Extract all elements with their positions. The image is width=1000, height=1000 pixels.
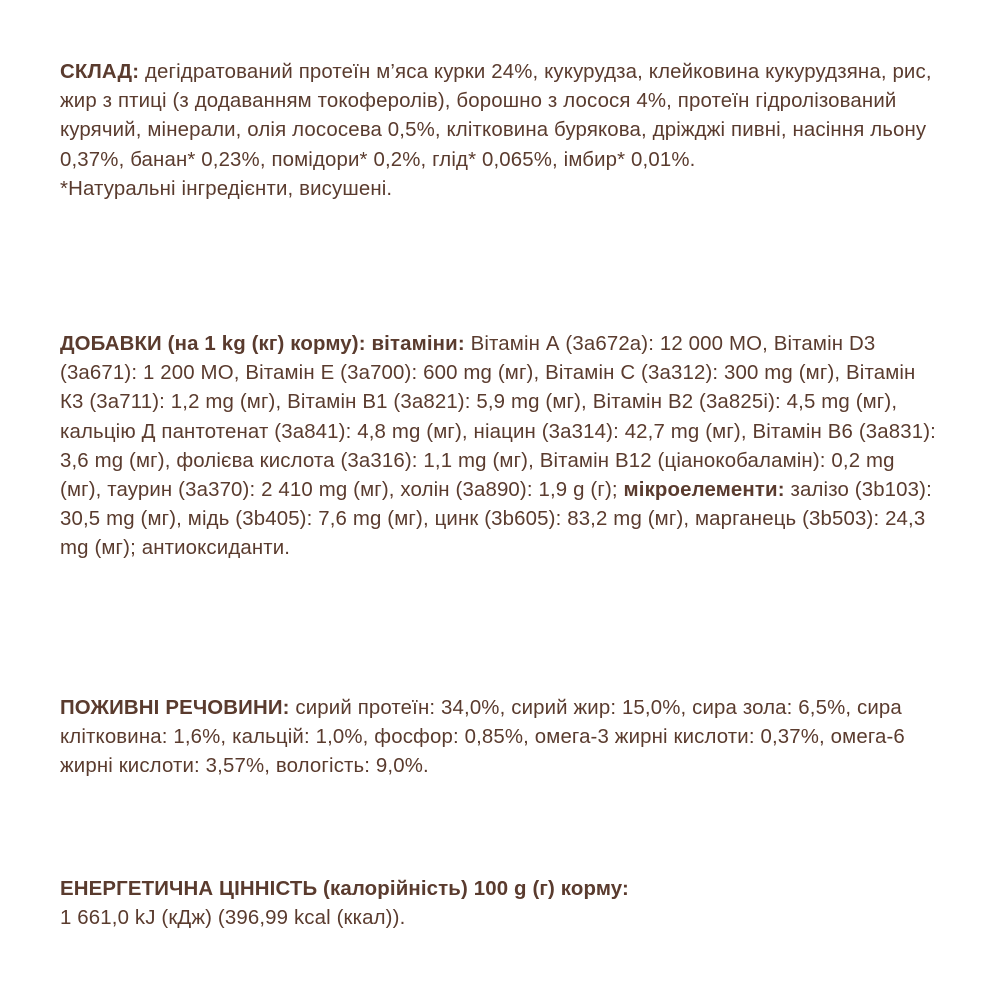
composition-footnote: *Натуральні інгредієнти, висушені. bbox=[60, 177, 393, 200]
composition-heading: СКЛАД: bbox=[60, 61, 140, 83]
additives-section bbox=[60, 330, 940, 564]
nutrients-heading: ПОЖИВНІ РЕЧОВИНИ: bbox=[60, 697, 290, 719]
nutrients-text: сирий протеїн: 34,0%, сирий жир: 15,0%, сира зола: 6,5%, сира клітковина: 1,6%, кальцій: 1,0%, фосфор: 0,85%, омега-3 жирні кислоти: 0,37%, омега-6 жирні кислоти: 3,57%, вологість: 9,0%. bbox=[60, 697, 905, 778]
energy-text: 1 661,0 kJ (кДж) (396,99 kcal (ккал)). bbox=[60, 907, 406, 930]
energy-heading: ЕНЕРГЕТИЧНА ЦІННІСТЬ (калорійність) 100 g (г) корму: bbox=[60, 878, 629, 900]
nutrients-section bbox=[60, 694, 940, 782]
vitamins-text: Вітамін А (3а672а): 12 000 МО, Вітамін D3 (3а671): 1 200 МО, Вітамін Е (3а700): 600 mg (мг), Вітамін С (3а312): 300 mg (мг), Вітамін К3 (3а711): 1,2 mg (мг), Вітамін В1 (3а821): 5,9 mg (мг), Вітамін В2 (3а825і): 4,5 mg (мг), кальцію Д пантотенат (3а841): 4,8 mg (мг), ніацин (3а314): 42,7 mg (мг), Вітамін В6 (3а831): 3,6 mg (мг), фолієва кислота (3а316): 1,1 mg (мг), Вітамін В12 (ціанокобаламін): 0,2 mg (мг), таурин (3а370): 2 410 mg (мг), холін (3а890): 1,9 g (г); bbox=[60, 333, 936, 502]
energy-section bbox=[60, 875, 940, 933]
microelements-text: залізо (3b103): 30,5 mg (мг), мідь (3b405): 7,6 mg (мг), цинк (3b605): 83,2 mg (мг), марганець (3b503): 24,3 mg (мг); антиоксиданти. bbox=[60, 479, 932, 560]
composition-section bbox=[60, 58, 940, 204]
composition-text: дегідратований протеїн м’яса курки 24%, кукурудза, клейковина кукурудзяна, рис, жир з птиці (з додаванням токоферолів), борошно з лосося 4%, протеїн гідролізований курячий, мінерали, олія лососева 0,5%, клітковина бурякова, дріжджі пивні, насіння льону 0,37%, банан* 0,23%, помідори* 0,2%, глід* 0,065%, імбир* 0,01%. bbox=[60, 61, 932, 171]
vitamins-heading: вітаміни: bbox=[371, 333, 465, 355]
microelements-heading: мікроелементи: bbox=[623, 479, 785, 502]
additives-heading: ДОБАВКИ (на 1 kg (кг) корму): bbox=[60, 333, 366, 355]
